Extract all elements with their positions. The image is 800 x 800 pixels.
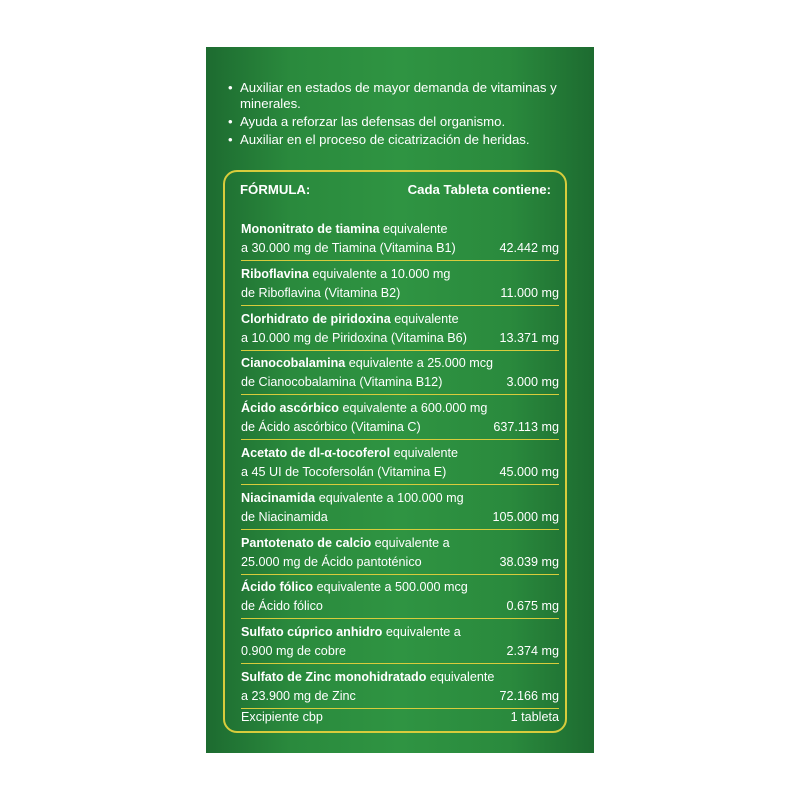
formula-row (241, 401, 559, 446)
ingredient-equivalence: equivalente a (371, 535, 450, 550)
ingredient-amount: 0.675 mg (506, 599, 559, 614)
formula-row (241, 536, 559, 581)
row-divider (241, 260, 559, 261)
benefits-list (228, 80, 588, 150)
ingredient-name: Ácido ascórbico (241, 401, 339, 416)
ingredient-detail: a 10.000 mg de Piridoxina (Vitamina B6) (241, 330, 467, 345)
ingredient-detail: 25.000 mg de Ácido pantoténico (241, 554, 422, 569)
benefit-item (228, 80, 588, 112)
row-divider (241, 394, 559, 395)
ingredient-name: Acetato de dl-α-tocoferol (241, 445, 391, 460)
ingredient-equivalence: equivalente a 10.000 mg (308, 266, 451, 281)
ingredient-amount: 72.166 mg (499, 688, 559, 703)
bullet-icon: • (228, 114, 233, 129)
ingredient-amount: 105.000 mg (492, 509, 559, 524)
benefit-item (228, 114, 588, 130)
ingredient-amount: 11.000 mg (500, 285, 559, 300)
formula-row (241, 356, 559, 401)
formula-row (241, 446, 559, 491)
row-divider (241, 439, 559, 440)
ingredient-detail: de Cianocobalamina (Vitamina B12) (241, 375, 443, 390)
ingredient-name: Sulfato de Zinc monohidratado (241, 669, 427, 684)
bullet-icon: • (228, 80, 233, 95)
ingredient-name: Cianocobalamina (241, 356, 346, 371)
benefit-text: Ayuda a reforzar las defensas del organismo. (240, 114, 506, 129)
row-divider (241, 618, 559, 619)
formula-row (241, 312, 559, 357)
row-divider (241, 574, 559, 575)
ingredient-detail: a 30.000 mg de Tiamina (Vitamina B1) (241, 241, 456, 255)
bullet-icon: • (228, 132, 233, 147)
excipient-row (241, 710, 559, 724)
formula-row (241, 491, 559, 536)
ingredient-equivalence: equivalente a 100.000 mg (315, 490, 464, 505)
formula-row (241, 267, 559, 312)
label-panel (206, 47, 594, 753)
ingredient-detail: a 45 UI de Tocofersolán (Vitamina E) (241, 464, 447, 479)
ingredient-equivalence: equivalente (426, 669, 495, 684)
formula-subtitle: Cada Tableta contiene: (407, 182, 551, 197)
ingredient-amount: 45.000 mg (499, 464, 559, 479)
ingredient-detail: a 23.900 mg de Zinc (241, 688, 356, 703)
ingredient-amount: 13.371 mg (499, 330, 559, 345)
formula-row (241, 222, 559, 267)
ingredient-detail: de Niacinamida (241, 509, 328, 524)
row-divider (241, 529, 559, 530)
excipient-label: Excipiente cbp (241, 710, 323, 724)
ingredient-detail: de Ácido ascórbico (Vitamina C) (241, 420, 421, 435)
ingredient-amount: 38.039 mg (499, 554, 559, 569)
formula-rows (241, 222, 559, 715)
ingredient-equivalence: equivalente a (382, 625, 461, 640)
ingredient-amount: 2.374 mg (506, 644, 559, 659)
row-divider (241, 350, 559, 351)
excipient-amount: 1 tableta (510, 710, 559, 724)
ingredient-name: Clorhidrato de piridoxina (241, 311, 391, 326)
formula-row (241, 625, 559, 670)
ingredient-equivalence: equivalente a 25.000 mcg (345, 356, 494, 371)
ingredient-name: Riboflavina (241, 266, 309, 281)
formula-row (241, 670, 559, 715)
ingredient-equivalence: equivalente a 600.000 mg (338, 401, 488, 416)
row-divider (241, 708, 559, 709)
ingredient-detail: de Riboflavina (Vitamina B2) (241, 285, 401, 300)
benefit-text: Auxiliar en estados de mayor demanda de vitaminas y minerales. (240, 80, 557, 111)
ingredient-amount: 637.113 mg (493, 420, 559, 435)
formula-box (223, 170, 567, 733)
ingredient-name: Sulfato cúprico anhidro (241, 625, 383, 640)
formula-header (240, 182, 551, 197)
ingredient-amount: 3.000 mg (506, 375, 559, 390)
ingredient-equivalence: equivalente (390, 311, 459, 326)
ingredient-name: Mononitrato de tiamina (241, 222, 380, 236)
row-divider (241, 663, 559, 664)
benefit-item (228, 132, 588, 148)
ingredient-equivalence: equivalente (379, 222, 448, 236)
ingredient-equivalence: equivalente (390, 445, 458, 460)
row-divider (241, 305, 559, 306)
ingredient-amount: 42.442 mg (499, 241, 559, 255)
row-divider (241, 484, 559, 485)
ingredient-name: Niacinamida (241, 490, 316, 505)
ingredient-detail: de Ácido fólico (241, 599, 323, 614)
formula-row (241, 580, 559, 625)
ingredient-name: Pantotenato de calcio (241, 535, 372, 550)
ingredient-name: Ácido fólico (241, 580, 314, 595)
formula-title: FÓRMULA: (240, 182, 311, 197)
benefit-text: Auxiliar en el proceso de cicatrización de heridas. (240, 132, 530, 147)
ingredient-detail: 0.900 mg de cobre (241, 644, 347, 659)
ingredient-equivalence: equivalente a 500.000 mcg (313, 580, 468, 595)
